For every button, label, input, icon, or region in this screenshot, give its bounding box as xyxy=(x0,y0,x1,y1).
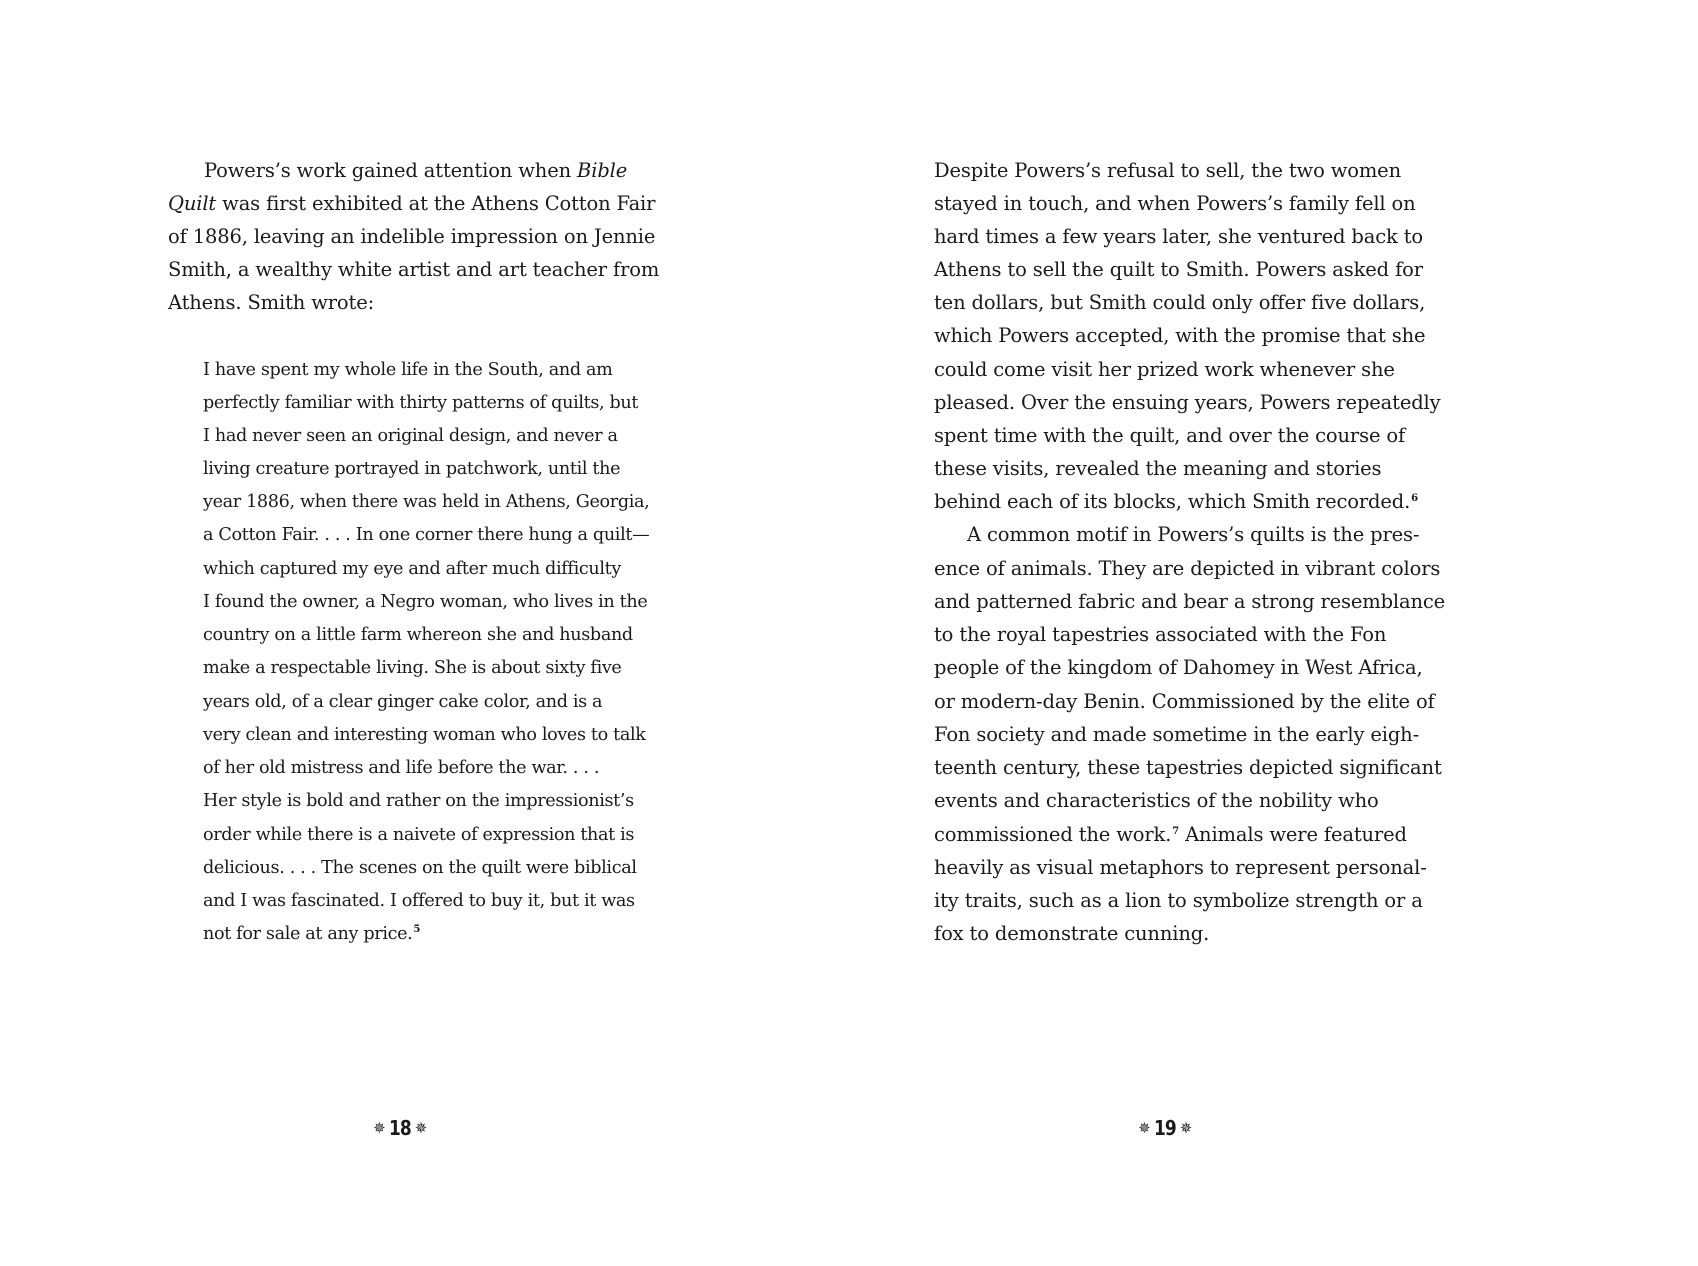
body-line: stayed in touch, and when Powers’s family fell on xyxy=(934,192,1416,215)
body-line-text: behind each of its blocks, which Smith recorded. xyxy=(934,490,1411,513)
intro-line-1 xyxy=(204,153,627,189)
body-line: ence of animals. They are depicted in vibrant colors xyxy=(934,557,1441,580)
body-line: ten dollars, but Smith could only offer five dollars, xyxy=(934,291,1426,314)
quote-line: Her style is bold and rather on the impressionist’s xyxy=(203,791,634,811)
intro-text: was first exhibited at the Athens Cotton Fair xyxy=(216,192,656,215)
page-number: 18 xyxy=(388,1116,411,1140)
quote-line: a Cotton Fair. . . . In one corner there hung a quilt— xyxy=(203,525,650,545)
quote-line-text: not for sale at any price. xyxy=(203,924,413,944)
body-line: fox to demonstrate cunning. xyxy=(934,922,1210,945)
intro-line-2 xyxy=(168,186,655,222)
italic-title: Bible xyxy=(577,159,628,182)
page-number-footer xyxy=(374,1113,426,1143)
body-line: Fon society and made sometime in the early eigh- xyxy=(934,723,1420,746)
quote-line: delicious. . . . The scenes on the quilt were biblical xyxy=(203,858,637,878)
sunburst-ornament-icon: ✵ xyxy=(373,1118,385,1137)
body-line: spent time with the quilt, and over the course of xyxy=(934,424,1406,447)
quote-line: I found the owner, a Negro woman, who lives in the xyxy=(203,592,648,612)
quote-line: and I was fascinated. I offered to buy it, but it was xyxy=(203,891,635,911)
body-line: people of the kingdom of Dahomey in West Africa, xyxy=(934,656,1423,679)
intro-line-3: of 1886, leaving an indelible impression on Jennie xyxy=(168,225,656,248)
body-line: pleased. Over the ensuing years, Powers repeatedly xyxy=(934,391,1441,414)
right-page xyxy=(849,0,1698,1266)
sunburst-ornament-icon: ✵ xyxy=(1138,1118,1150,1137)
quote-line: very clean and interesting woman who loves to talk xyxy=(203,725,646,745)
body-line xyxy=(934,817,1407,853)
quote-line xyxy=(203,916,420,952)
quote-line: make a respectable living. She is about sixty five xyxy=(203,658,622,678)
body-line: teenth century, these tapestries depicted significant xyxy=(934,756,1442,779)
italic-title: Quilt xyxy=(168,192,217,215)
body-line: ity traits, such as a lion to symbolize strength or a xyxy=(934,889,1423,912)
body-line xyxy=(934,484,1418,520)
body-line: heavily as visual metaphors to represent personal- xyxy=(934,856,1427,879)
body-line: Athens to sell the quilt to Smith. Powers asked for xyxy=(934,258,1423,281)
page-number: 19 xyxy=(1153,1116,1176,1140)
quote-line: years old, of a clear ginger cake color, and is a xyxy=(203,692,603,712)
quote-line: perfectly familiar with thirty patterns of quilts, but xyxy=(203,393,639,413)
body-line: to the royal tapestries associated with the Fon xyxy=(934,623,1387,646)
quote-line: country on a little farm whereon she and husband xyxy=(203,625,633,645)
quote-line: living creature portrayed in patchwork, until the xyxy=(203,459,621,479)
body-line: or modern-day Benin. Commissioned by the elite of xyxy=(934,690,1435,713)
body-line: could come visit her prized work whenever she xyxy=(934,358,1395,381)
page-number-footer xyxy=(1139,1113,1191,1143)
intro-line-5: Athens. Smith wrote: xyxy=(168,291,375,314)
body-line: and patterned fabric and bear a strong resemblance xyxy=(934,590,1446,613)
body-line: these visits, revealed the meaning and stories xyxy=(934,457,1382,480)
quote-line: of her old mistress and life before the war. . . . xyxy=(203,758,600,778)
sunburst-ornament-icon: ✵ xyxy=(415,1118,427,1137)
body-line: A common motif in Powers’s quilts is the pres- xyxy=(967,523,1420,546)
quote-line: I have spent my whole life in the South, and am xyxy=(203,360,613,380)
body-line: which Powers accepted, with the promise that she xyxy=(934,324,1426,347)
sunburst-ornament-icon: ✵ xyxy=(1180,1118,1192,1137)
footnote-marker: 5 xyxy=(413,924,421,936)
footnote-marker: 6 xyxy=(1411,492,1418,504)
intro-text: Powers’s work gained attention when xyxy=(204,159,578,182)
body-line: events and characteristics of the nobility who xyxy=(934,789,1379,812)
quote-line: year 1886, when there was held in Athens, Georgia, xyxy=(203,492,650,512)
body-line: Despite Powers’s refusal to sell, the two women xyxy=(934,159,1401,182)
quote-line: I had never seen an original design, and never a xyxy=(203,426,618,446)
footnote-marker: 7 xyxy=(1172,825,1180,837)
body-line-text: Animals were featured xyxy=(1179,823,1407,846)
quote-line: order while there is a naivete of expression that is xyxy=(203,825,635,845)
body-line: hard times a few years later, she ventured back to xyxy=(934,225,1423,248)
quote-line: which captured my eye and after much difficulty xyxy=(203,559,621,579)
body-line-text: commissioned the work. xyxy=(934,823,1172,846)
intro-line-4: Smith, a wealthy white artist and art teacher from xyxy=(168,258,660,281)
